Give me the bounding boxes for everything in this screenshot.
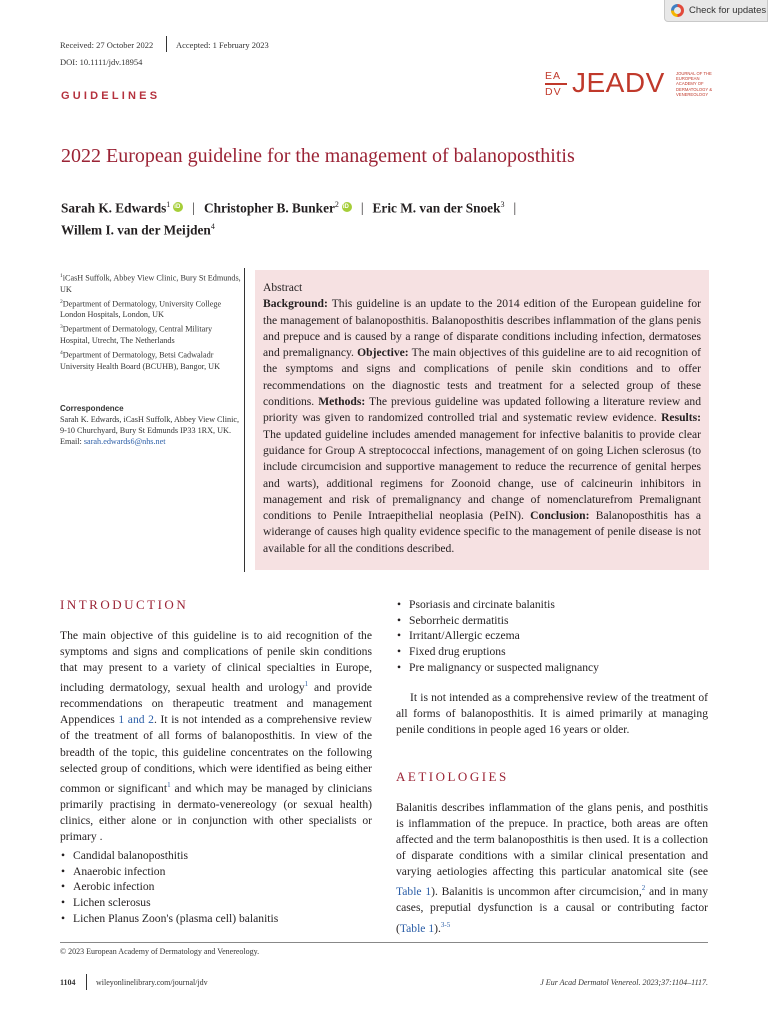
meta-divider	[166, 36, 167, 52]
aetiologies-text: Balanitis describes inflammation of the glans penis, and posthitis is inflammation of the prepuce. In practice, both areas are often affected and the term balanoposthitis is then used. It is a collection of disparate conditions with a similar clinical presentation and varying aetiologies affecting this particular anatomical site (see	[396, 801, 708, 879]
orcid-icon[interactable]	[342, 202, 352, 212]
received-date: Received: 27 October 2022	[60, 40, 154, 50]
article-title: 2022 European guideline for the management of balanoposthitis	[61, 145, 575, 167]
list-item: • Candidal balanoposthitis	[60, 848, 372, 864]
citation: J Eur Acad Dermatol Venereol. 2023;37:1104–1117.	[540, 978, 708, 987]
aetiologies-text: and in many cases, preputial dysfunction is a causal or contributing factor (	[396, 885, 708, 935]
table-1-link[interactable]: Table 1	[399, 921, 435, 935]
citation-ref[interactable]: 2	[641, 884, 646, 893]
journal-logo[interactable]	[545, 68, 713, 100]
page-number: 1104	[60, 978, 76, 987]
abstract-results: The updated guideline includes amended management for infective balanitis to provide clear guidance for Group A streptococcal infections, management of on going Lichen sclerosus (to include circumcision and supportive management to reduce the recurrence of genital herpes and warts), additional regimens for Zoonoid change, use of calcineurin inhibitors in management and risk of premalignancy and change of nomenclaturefrom Premalignant conditions to Penile Intraepithelial neoplasia (PeIN).	[263, 427, 701, 523]
author-name[interactable]: Christopher B. Bunker	[203, 200, 335, 216]
affiliation-item	[60, 271, 242, 295]
abstract-background: This guideline is an update to the 2014 edition of the European guideline for the management of balanoposthitis. Balanoposthitis describes inflammation of the glans penis and prepuce and is caused by a range of disparate conditions including infection, dermatoses and premalignancy.	[263, 297, 701, 360]
aetiologies-text: ). Balanitis is uncommon after circumcision,	[431, 885, 642, 899]
accepted-date: Accepted: 1 February 2023	[176, 40, 269, 50]
affiliation-text: Department of Dermatology, University College London Hospitals, London, UK	[60, 299, 222, 320]
list-item: • Seborrheic dermatitis	[396, 613, 708, 629]
list-item: • Aerobic infection	[60, 879, 372, 895]
aetiologies-paragraph	[396, 800, 708, 936]
citation-ref[interactable]: 1	[167, 780, 171, 789]
citation-ref[interactable]: 1	[304, 680, 309, 689]
introduction-paragraph	[60, 628, 372, 845]
affiliation-sup: 2	[60, 298, 63, 305]
intro-text: and provide recommendations on therapeutic treatment and management Appendices	[60, 681, 373, 727]
author-name[interactable]: Eric M. van der Snoek	[372, 200, 501, 216]
introduction-paragraph-2: It is not intended as a comprehensive review of the treatment of all forms of balanoposthitis. It is aimed primarily at managing penile conditions in people aged 16 years or older.	[396, 691, 708, 737]
affiliation-text: iCasH Suffolk, Abbey View Clinic, Bury St Edmunds, UK	[60, 273, 241, 294]
copyright: © 2023 European Academy of Dermatology and Venereology.	[60, 947, 260, 956]
doi[interactable]: DOI: 10.1111/jdv.18954	[60, 57, 143, 67]
author-name[interactable]: Willem I. van der Meijden	[61, 222, 211, 238]
author-sup: 2	[334, 200, 339, 209]
affiliation-text: Department of Dermatology, Central Military Hospital, Utrecht, The Netherlands	[60, 325, 213, 346]
list-item: • Anaerobic infection	[60, 864, 372, 880]
orcid-icon[interactable]	[173, 202, 183, 212]
intro-text: . It is not intended as a comprehensive review of the treatment of all forms of balanoposthitis. In view of the breadth of the topic, this guideline concentrates on the following selected group of conditions, which were identified as being either common or significant	[60, 713, 372, 795]
footer-divider	[86, 974, 87, 990]
introduction-heading: INTRODUCTION	[60, 597, 189, 612]
abstract-conclusion: Balanoposthitis has a widerange of causes high quality evidence specific to the management of penile disease is not available for all the conditions described.	[263, 509, 702, 555]
abstract-box	[255, 270, 709, 570]
abstract-label: Results:	[661, 411, 701, 425]
affiliation-sup: 1	[60, 273, 63, 279]
affiliation-item	[60, 348, 242, 372]
abstract-label: Methods:	[318, 395, 366, 409]
abstract-body	[263, 296, 701, 557]
list-item: • Fixed drug eruptions	[396, 644, 708, 660]
abstract-heading: Abstract	[263, 281, 303, 294]
abstract-label: Objective:	[357, 346, 409, 360]
abstract-label: Conclusion:	[530, 509, 590, 523]
author-sup: 1	[166, 200, 171, 209]
correspondence-heading: Correspondence	[60, 404, 124, 413]
author-sup: 3	[500, 200, 505, 209]
abstract-methods: The previous guideline was updated following a literature review and priority was given to randomized controlled trial and systematic review evidence.	[263, 395, 701, 425]
list-item: • Irritant/Allergic eczema	[396, 628, 708, 644]
affiliation-item	[60, 322, 242, 346]
abstract-objective: The main objectives of this guideline are to aid recognition of the symptoms and signs and complications of penile skin conditions and to offer recommendations on the diagnostic tests and treatment for a selected group of these conditions.	[263, 346, 701, 409]
list-item: • Pre malignancy or suspected malignancy	[396, 660, 708, 676]
abstract-rule	[244, 268, 245, 572]
abstract-label: Background:	[263, 297, 328, 311]
affiliation-sup: 4	[60, 350, 63, 357]
journal-subtitle: JOURNAL OF THE EUROPEAN ACADEMY OF DERMATOLOGY & VENEREOLOGY	[676, 71, 713, 97]
journal-name: JEADV	[572, 67, 665, 98]
author-sup: 4	[210, 222, 215, 231]
conditions-list-right	[396, 597, 708, 676]
logo-mark-bottom: DV	[545, 85, 562, 98]
footer-rule	[60, 942, 708, 943]
section-label: GUIDELINES	[61, 90, 161, 102]
list-item: • Psoriasis and circinate balanitis	[396, 597, 708, 613]
intro-text: and which may be managed by clinicians primarily practising in dermato-venereology (or sexual health) clinics, either alone or in conjunction with other specialists or primary .	[60, 781, 372, 843]
aetiologies-text: ).	[434, 921, 441, 935]
eadv-mark-icon	[545, 70, 569, 98]
appendices-link[interactable]: 1 and 2	[118, 713, 154, 727]
affiliation-text: Department of Dermatology, Betsi Cadwaladr University Health Board (BCUHB), Bangor, UK	[60, 350, 220, 371]
affiliations	[60, 271, 242, 372]
email-link[interactable]: sarah.edwards6@nhs.net	[83, 437, 166, 446]
correspondence	[60, 403, 242, 447]
check-for-updates-badge[interactable]	[664, 0, 768, 22]
journal-url[interactable]: wileyonlinelibrary.com/journal/jdv	[96, 978, 208, 987]
aetiologies-heading: AETIOLOGIES	[396, 769, 509, 784]
list-item: • Lichen sclerosus	[60, 895, 372, 911]
citation-ref[interactable]: 3-5	[440, 920, 451, 929]
author-line-1: Sarah K. Edwards$^1$iD | Christopher B. Bunker$^2$iD | Eric M. van der Snoek$^3$ |	[61, 200, 721, 216]
list-item: • Lichen Planus Zoon's (plasma cell) balanitis	[60, 911, 372, 927]
conditions-list-left	[60, 848, 372, 927]
affiliation-sup: 3	[60, 324, 63, 331]
intro-text: The main objective of this guideline is to aid recognition of the symptoms and signs and complications of penile skin conditions that may present to a variety of clinical specialties in Europe, including dermatology, sexual health and urology	[60, 629, 372, 695]
check-for-updates-icon	[671, 4, 684, 17]
check-for-updates-label: Check for updates	[689, 5, 767, 16]
affiliation-item	[60, 297, 242, 321]
author-line-2	[61, 222, 215, 238]
table-1-link[interactable]: Table 1	[396, 885, 432, 899]
logo-mark-top: EA	[545, 70, 562, 82]
author-name[interactable]: Sarah K. Edwards	[61, 200, 167, 216]
email-label: Email:	[60, 437, 82, 446]
correspondence-address: Sarah K. Edwards, iCasH Suffolk, Abbey View Clinic, 9-10 Churchyard, Bury St Edmunds IP33 1RX, UK.	[60, 415, 240, 435]
